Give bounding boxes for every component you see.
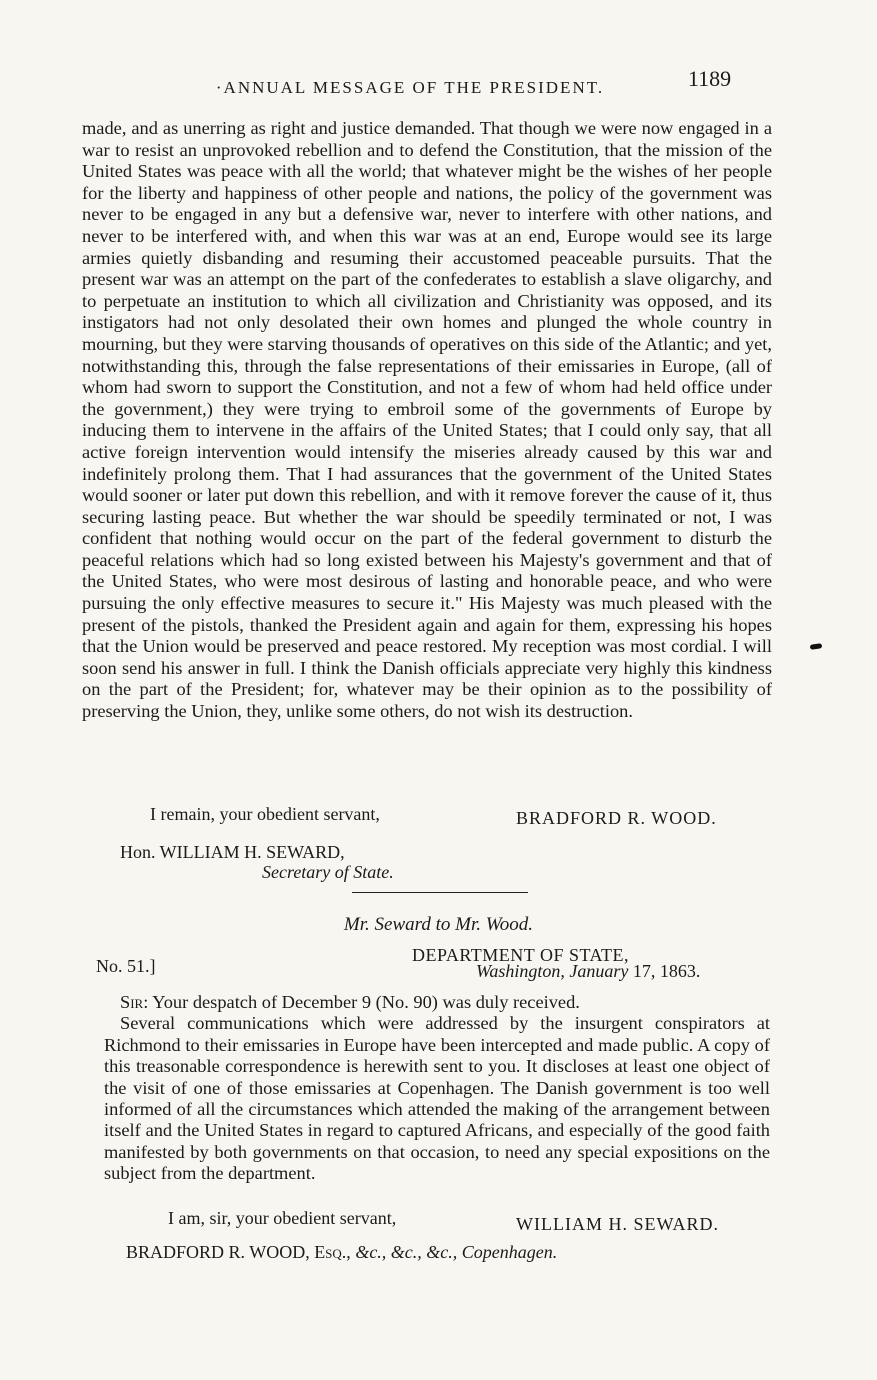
addressee-title: Secretary of State. xyxy=(262,862,394,882)
letter-body xyxy=(82,118,772,723)
letter-heading: Mr. Seward to Mr. Wood. xyxy=(343,914,534,935)
ink-blot-mark xyxy=(810,643,823,650)
letter-closing: I remain, your obedient servant, xyxy=(150,804,380,824)
letter-2-body xyxy=(104,992,770,1185)
dateline xyxy=(476,961,700,982)
recipient-place: Copenhagen. xyxy=(461,1242,558,1262)
letter-2-closing: I am, sir, your obedient servant, xyxy=(168,1208,397,1228)
letter-2-signature: WILLIAM H. SEWARD. xyxy=(516,1214,719,1234)
first-paragraph-text: Your despatch of December 9 (No. 90) was duly received. xyxy=(152,992,580,1012)
dispatch-number: No. 51.] xyxy=(96,956,156,976)
page-number: 1189 xyxy=(688,66,732,91)
dateline-place: Washington, January xyxy=(476,961,629,981)
section-divider xyxy=(352,892,528,893)
recipient-name: BRADFORD R. WOOD, Esq., xyxy=(126,1242,351,1262)
letter-signature: BRADFORD R. WOOD. xyxy=(516,808,717,828)
recipient-etc: &c., &c., &c., xyxy=(355,1242,458,1262)
department-name: DEPARTMENT OF STATE, xyxy=(412,945,630,965)
letter-body-paragraph: made, and as unerring as right and justice demanded. That though we were now engaged in a war to resist an unprovoked rebellion and to defend the Constitution, that the mission of the United States was peace with all the world; that whatever might be the wishes of her people for the liberty and happiness of other people and nations, the policy of the government was never to be engaged in any but a defensive war, never to interfere with other nations, and never to be interfered with, and when this war was at an end, Europe would see its large armies quietly disbanding and resuming their accustomed peaceable pursuits. That the present war was an attempt on the part of the confederates to establish a slave oligarchy, and to perpetuate an institution to which all civilization and Christianity was opposed, and its instigators had not only desolated their own homes and plunged the whole country in mourning, but they were starving thousands of operatives on this side of the Atlantic; and yet, notwithstanding this, through the false representations of their emissaries in Europe, (all of whom had sworn to support the Constitution, and not a few of whom had held office under the government,) they were trying to embroil some of the governments of Europe by inducing them to intervene in the affairs of the United States; that I could only say, that all active foreign intervention would intensify the miseries already caused by this war and indefinitely prolong them. That I had assurances that the government of the United States would sooner or later put down this rebellion, and with it remove forever the cause of it, thus securing lasting peace. But whether the war should be speedily terminated or not, I was confident that nothing would occur on the part of the federal government to disturb the peaceful relations which had so long existed between his Majesty's government and that of the United States, who were most desirous of lasting and honorable peace, and who were pursuing the only effective measures to secure it." His Majesty was much pleased with the present of the pistols, thanked the President again and again for them, expressing his hopes that the Union would be preserved and peace restored. My reception was most cordial. I will soon send his answer in full. I think the Danish officials appreciate very highly this kindness on the part of the President; for, whatever may be their opinion as to the possibility of preserving the Union, they, unlike some others, do not wish its destruction. xyxy=(82,118,772,722)
recipient-line xyxy=(126,1242,557,1263)
running-header: ·ANNUAL MESSAGE OF THE PRESIDENT. xyxy=(215,78,605,97)
letter-2-first-paragraph xyxy=(104,992,770,1013)
addressee-name: Hon. WILLIAM H. SEWARD, xyxy=(120,842,345,862)
letter-2-paragraph: Several communications which were addressed by the insurgent conspirators at Richmond to their emissaries in Europe have been intercepted and made public. A copy of this treasonable correspondence is herewith sent to you. It discloses at least one object of the visit of one of those emissaries at Copenhagen. The Danish government is too well informed of all the circumstances which attended the making of the arrangement between itself and the United States in regard to captured Africans, and especially of the good faith manifested by both governments on that occasion, to need any special expositions on the subject from the department. xyxy=(104,1013,770,1184)
dateline-date: 17, 1863. xyxy=(632,961,701,981)
salutation: Sir: xyxy=(120,992,149,1012)
